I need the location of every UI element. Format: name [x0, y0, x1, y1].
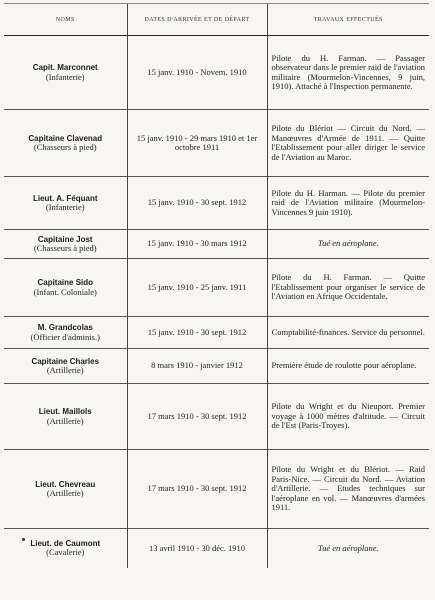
work-cell: Pilote du Wright et du Blériot. — Raid Paris-Nice. — Circuit du Nord. — Aviation d'Artillerie. — Etudes techniques sur l'aéroplane en vol. — Manœuvres d'armées 1911. [267, 450, 429, 529]
table-header-row [4, 4, 429, 36]
officer-name: Capitaine Clavenad [28, 133, 103, 143]
officer-unit: (Artillerie) [46, 488, 84, 498]
officer-name: Lieut. Chevreau [35, 479, 96, 489]
dates-cell: 15 janv. 1910 - 25 janv. 1911 [127, 259, 267, 317]
header-travaux: TRAVAUX EFFECTUÉS [267, 4, 429, 36]
work-cell: Tué en aéroplane. [267, 529, 429, 568]
dates-cell: 17 mars 1910 - 30 sept. 1912 [127, 450, 267, 529]
table-row [4, 529, 429, 568]
table-row [4, 450, 429, 529]
margin-dot [22, 538, 25, 541]
table-row [4, 177, 429, 230]
table-row [4, 384, 429, 450]
name-cell [4, 110, 127, 177]
work-cell: Pilote du H. Farman. — Quitte l'Etablissement pour organiser le service de l'Aviation en Afrique Occidentale. [267, 259, 429, 317]
work-cell: Première étude de roulotte pour aéroplane. [267, 349, 429, 384]
officer-unit: (Infanterie) [45, 202, 85, 212]
officer-name: Capit. Marconnet [32, 63, 98, 72]
officers-table [4, 4, 429, 568]
officer-name: Lieut. Maillols [38, 407, 92, 416]
name-cell [4, 259, 127, 317]
work-cell: Pilote du Wright et du Nieuport. Premier voyage à 1000 mètres d'altitude. — Circuit de l'Est (Paris-Troyes). [267, 384, 429, 450]
header-noms: NOMS [4, 4, 127, 36]
name-cell [4, 36, 127, 110]
work-cell: Tué en aéroplane. [267, 230, 429, 259]
officer-name: Capitaine Charles [31, 356, 100, 366]
dates-cell [127, 110, 267, 177]
officer-unit: (Artillerie) [46, 415, 84, 426]
table-row [4, 36, 429, 110]
work-cell: Pilote du H. Harman. — Pilote du premier raid de l'Aviation militaire (Mourmelon-Vincennes 9 juin 1910). [267, 177, 429, 230]
officer-name: Lieut. de Caumont [30, 538, 101, 548]
dates-cell: 15 janv. 1910 - Novem. 1910 [127, 36, 267, 110]
table-row [4, 317, 429, 349]
name-cell [4, 230, 127, 259]
officer-name: Capitaine Jost [37, 234, 93, 244]
name-cell [4, 384, 127, 450]
header-dates: DATES D'ARRIVÉE ET DE DÉPART [127, 4, 267, 36]
officer-name: Capitaine Sido [37, 278, 94, 287]
officer-name: M. Grandcolas [37, 323, 93, 332]
officer-unit: (Cavalerie) [46, 547, 85, 558]
table-row [4, 230, 429, 259]
officer-unit: (Artillerie) [46, 365, 84, 375]
name-cell [4, 450, 127, 529]
name-cell [4, 177, 127, 230]
dates-cell: 13 avril 1910 - 30 déc. 1910 [127, 529, 267, 568]
dates-text: 15 janv. 1910 - 29 mars 1910 et 1er octobre 1911 [136, 132, 258, 152]
name-cell [4, 529, 127, 568]
work-cell: Pilote du H. Farman. — Passager observateur dans le premier raid de l'aviation militaire (Mourmelon-Vincennes, 9 juin, 1910). Attaché à l'Inspection permanente. [267, 36, 429, 110]
officer-unit: (Infanterie) [45, 71, 85, 82]
table-row [4, 259, 429, 317]
officer-unit: (Chasseurs à pied) [33, 142, 97, 152]
dates-cell: 8 mars 1910 - janvier 1912 [127, 349, 267, 384]
officer-name: Lieut. A. Féquant [32, 193, 98, 203]
dates-cell: 15 janv. 1910 - 30 sept. 1912 [127, 177, 267, 230]
officer-unit: (Chasseurs à pied) [33, 243, 97, 253]
dates-cell: 15 janv. 1910 - 30 sept. 1912 [127, 317, 267, 349]
dates-cell: 15 janv. 1910 - 30 mars 1912 [127, 230, 267, 259]
work-cell: Pilote du Blériot — Circuit du Nord. — Manœuvres d'Armée de 1911. — Quitte l'Etablissement pour aller diriger le service de l'Aviation au Maroc. [267, 110, 429, 177]
work-cell: Comptabilité-finances. Service du personnel. [267, 317, 429, 349]
name-cell [4, 317, 127, 349]
table-row [4, 349, 429, 384]
officer-unit: (Infant. Coloniale) [33, 286, 97, 297]
dates-cell: 17 mars 1910 - 30 sept. 1912 [127, 384, 267, 450]
name-cell [4, 349, 127, 384]
table-row [4, 110, 429, 177]
officer-unit: (Officier d'adminis.) [30, 331, 100, 342]
